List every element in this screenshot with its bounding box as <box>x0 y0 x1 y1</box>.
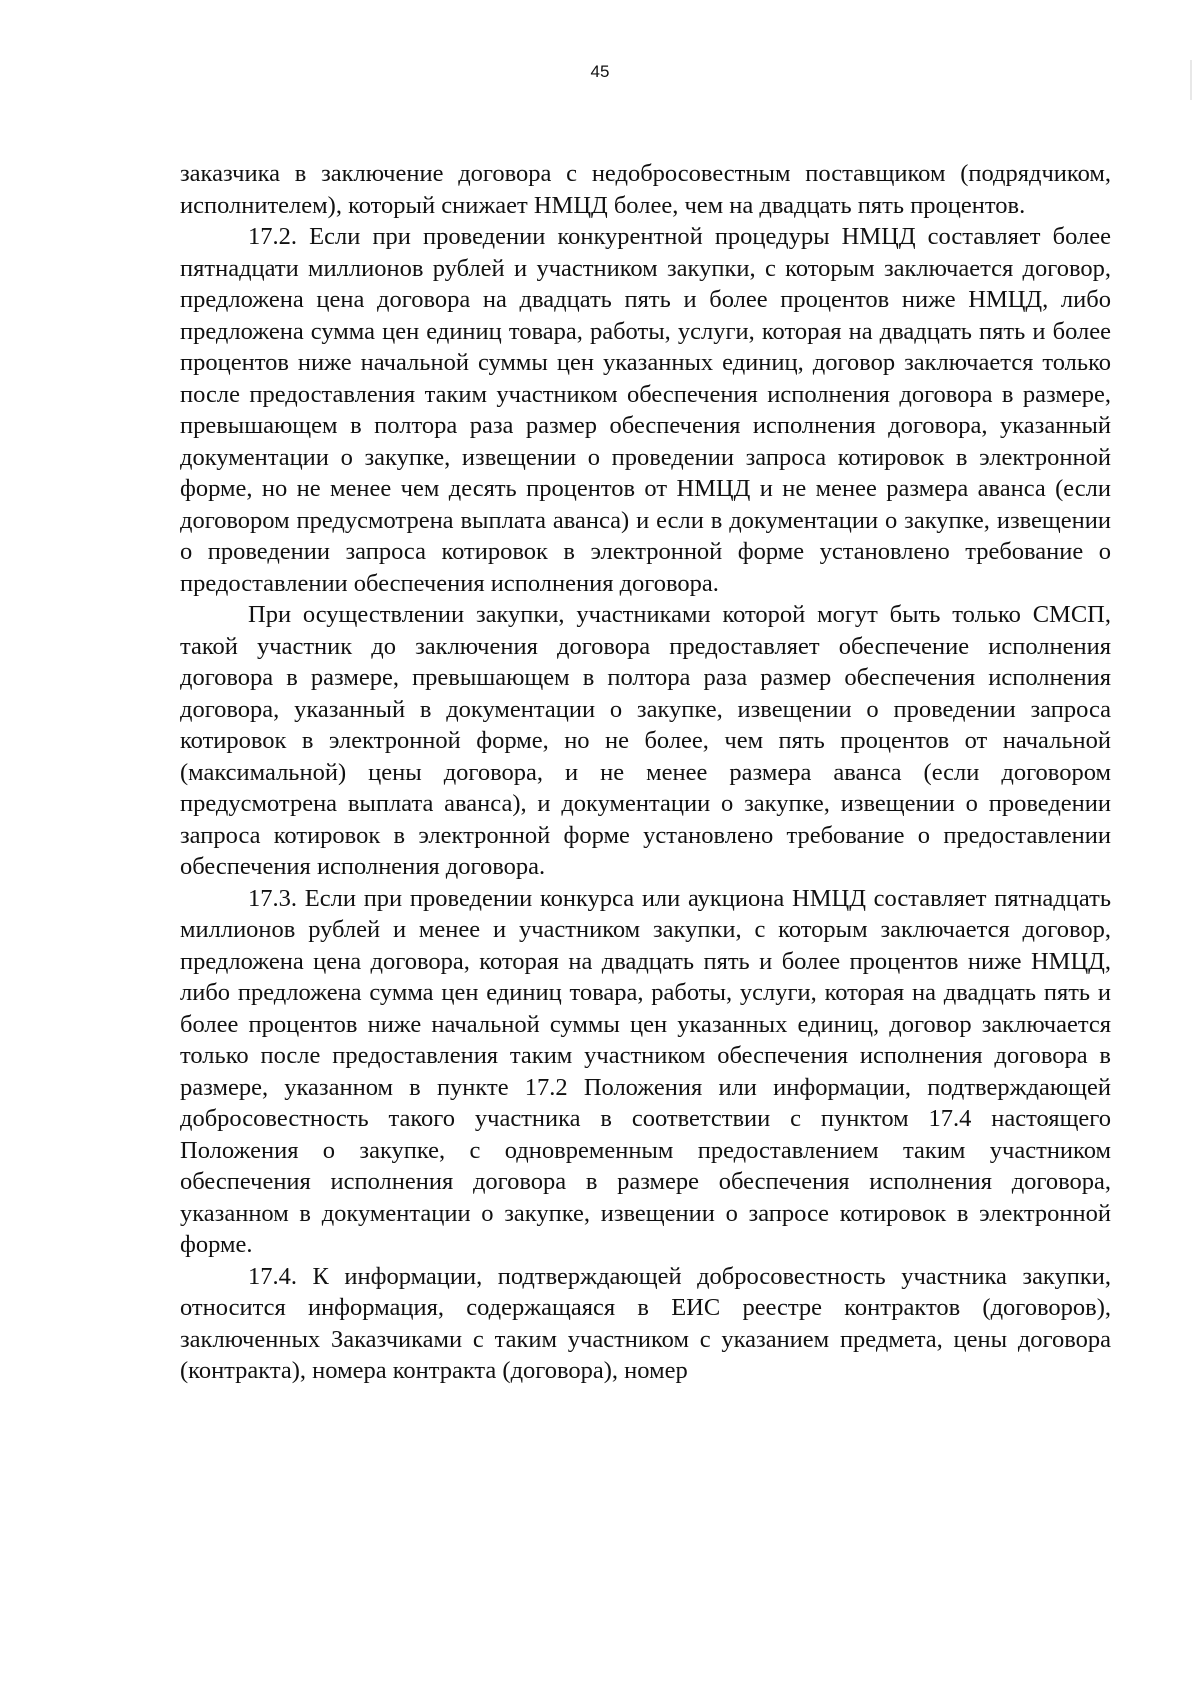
paragraph-continuation: заказчика в заключение договора с недобросовестным поставщиком (подрядчиком, исполнителем), который снижает НМЦД более, чем на двадцать пять процентов. <box>180 160 1111 219</box>
page-number: 45 <box>590 62 610 81</box>
paragraph-17-2: 17.2. Если при проведении конкурентной процедуры НМЦД составляет более пятнадцати миллионов рублей и участником закупки, с которым заключается договор, предложена цена договора на двадцать пять и более процентов ниже НМЦД, либо предложена сумма цен единиц товара, работы, услуги, которая на двадцать пять и более процентов ниже начальной суммы цен указанных единиц, договор заключается только после предоставления таким участником обеспечения исполнения договора в размере, превышающем в полтора раза размер обеспечения исполнения договора, указанный документации о закупке, извещении о проведении запроса котировок в электронной форме, но не менее чем десять процентов от НМЦД и не менее размера аванса (если договором предусмотрена выплата аванса) и если в документации о закупке, извещении о проведении запроса котировок в электронной форме установлено требование о предоставлении обеспечения исполнения договора. <box>180 223 1111 597</box>
paragraph-smsp: При осуществлении закупки, участниками которой могут быть только СМСП, такой участник до заключения договора предоставляет обеспечение исполнения договора в размере, превышающем в полтора раза размер обеспечения исполнения договора, указанный в документации о закупке, извещении о проведении запроса котировок в электронной форме, но не более, чем пять процентов от начальной (максимальной) цены договора, и не менее размера аванса (если договором предусмотрена выплата аванса), и документации о закупке, извещении о проведении запроса котировок в электронной форме установлено требование о предоставлении обеспечения исполнения договора. <box>180 601 1111 880</box>
scan-edge-mark <box>1190 60 1192 100</box>
paragraph-17-4: 17.4. К информации, подтверждающей добросовестность участника закупки, относится информация, содержащаяся в ЕИС реестре контрактов (договоров), заключенных Заказчиками с таким участником с указанием предмета, цены договора (контракта), номера контракта (договора), номер <box>180 1262 1111 1384</box>
document-body <box>180 158 1111 1387</box>
paragraph-17-3: 17.3. Если при проведении конкурса или аукциона НМЦД составляет пятнадцать миллионов рублей и менее и участником закупки, с которым заключается договор, предложена цена договора, которая на двадцать пять и более процентов ниже НМЦД, либо предложена сумма цен единиц товара, работы, услуги, которая на двадцать пять и более процентов ниже начальной суммы цен указанных единиц, договор заключается только после предоставления таким участником обеспечения исполнения договора в размере, указанном в пункте 17.2 Положения или информации, подтверждающей добросовестность такого участника в соответствии с пунктом 17.4 настоящего Положения о закупке, с одновременным предоставлением таким участником обеспечения исполнения договора в размере обеспечения исполнения договора, указанном в документации о закупке, извещении о запросе котировок в электронной форме. <box>180 884 1111 1258</box>
